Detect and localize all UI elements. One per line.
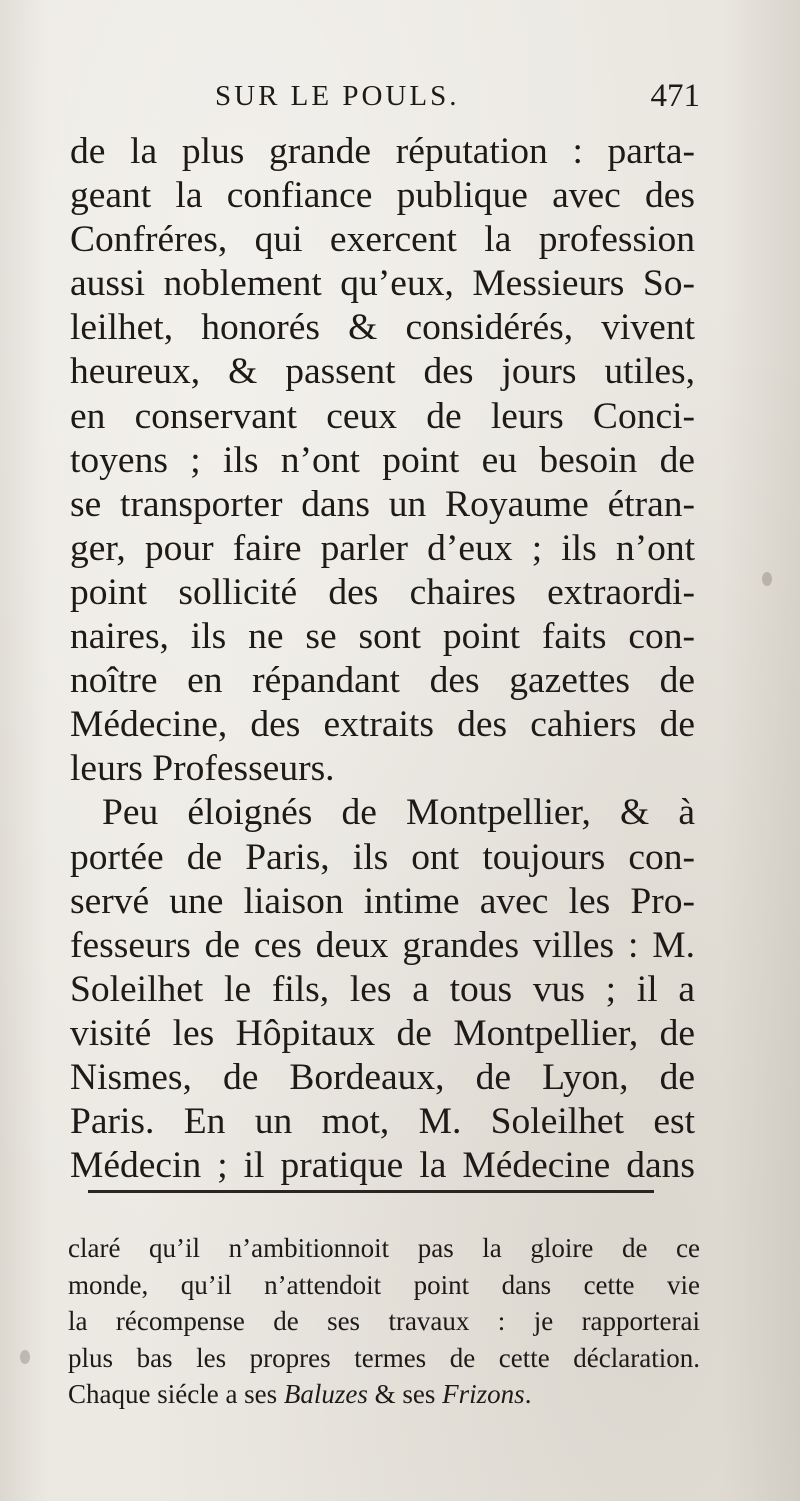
- page-number: 471: [650, 78, 700, 114]
- body-line: Soleilhet le fils, les a tous vus ; il a: [70, 968, 695, 1010]
- footnote-text: & ses: [367, 1379, 443, 1409]
- body-line: leurs Professeurs.: [70, 748, 335, 790]
- footnote-line: la récompense de ses travaux : je rapporterai: [68, 1306, 700, 1336]
- paper-spot: [20, 1350, 30, 1364]
- body-line: visité les Hôpitaux de Montpellier, de: [70, 1012, 695, 1054]
- body-line: Paris. En un mot, M. Soleilhet est: [70, 1101, 695, 1143]
- footnote: [68, 1230, 700, 1413]
- footnote-line: plus bas les propres termes de cette déclaration.: [68, 1342, 700, 1373]
- paper-spot: [762, 572, 772, 586]
- footnote-italic-name: Frizons: [442, 1379, 525, 1409]
- body-line: toyens ; ils n’ont point eu besoin de: [70, 439, 695, 481]
- running-head: SUR LE POULS.: [215, 80, 460, 112]
- body-line: fesseurs de ces deux grandes villes : M.: [70, 924, 695, 966]
- body-line: portée de Paris, ils ont toujours con-: [70, 836, 695, 878]
- footnote-line: monde, qu’il n’attendoit point dans cette vie: [68, 1269, 700, 1300]
- body-line: se transporter dans un Royaume étran-: [70, 483, 695, 525]
- body-line: leilhet, honorés & considérés, vivent: [70, 307, 695, 349]
- page-header: [70, 74, 700, 122]
- body-line: noître en répandant des gazettes de: [70, 660, 695, 702]
- body-line: de la plus grande réputation : parta-: [70, 131, 695, 172]
- body-line: Médecin ; il pratique la Médecine dans: [70, 1145, 695, 1187]
- body-line: point sollicité des chaires extraordi-: [70, 571, 695, 613]
- footnote-text: Chaque siécle a ses: [68, 1379, 284, 1409]
- footnote-italic-name: Baluzes: [283, 1379, 368, 1409]
- footnote-line: claré qu’il n’ambitionnoit pas la gloire de ce: [68, 1233, 700, 1263]
- body-line: ger, pour faire parler d’eux ; ils n’ont: [70, 527, 695, 569]
- footnote-last-line: [68, 1376, 700, 1413]
- body-line: heureux, & passent des jours utiles,: [70, 351, 695, 393]
- body-text: [70, 130, 695, 1188]
- body-line: Nismes, de Bordeaux, de Lyon, de: [70, 1056, 695, 1098]
- body-line: servé une liaison intime avec les Pro-: [70, 880, 695, 922]
- body-line: naires, ils ne se sont point faits con-: [70, 616, 695, 658]
- body-line: en conservant ceux de leurs Conci-: [70, 395, 695, 437]
- footnote-rule: [88, 1190, 654, 1193]
- body-line: geant la confiance publique avec des: [70, 175, 695, 217]
- footnote-text: .: [524, 1379, 532, 1409]
- body-line: aussi noblement qu’eux, Messieurs So-: [70, 263, 695, 305]
- body-line: Confréres, qui exercent la profession: [70, 219, 695, 261]
- body-line: Médecine, des extraits des cahiers de: [70, 704, 695, 746]
- paragraph-start-line: Peu éloignés de Montpellier, & à: [102, 792, 695, 834]
